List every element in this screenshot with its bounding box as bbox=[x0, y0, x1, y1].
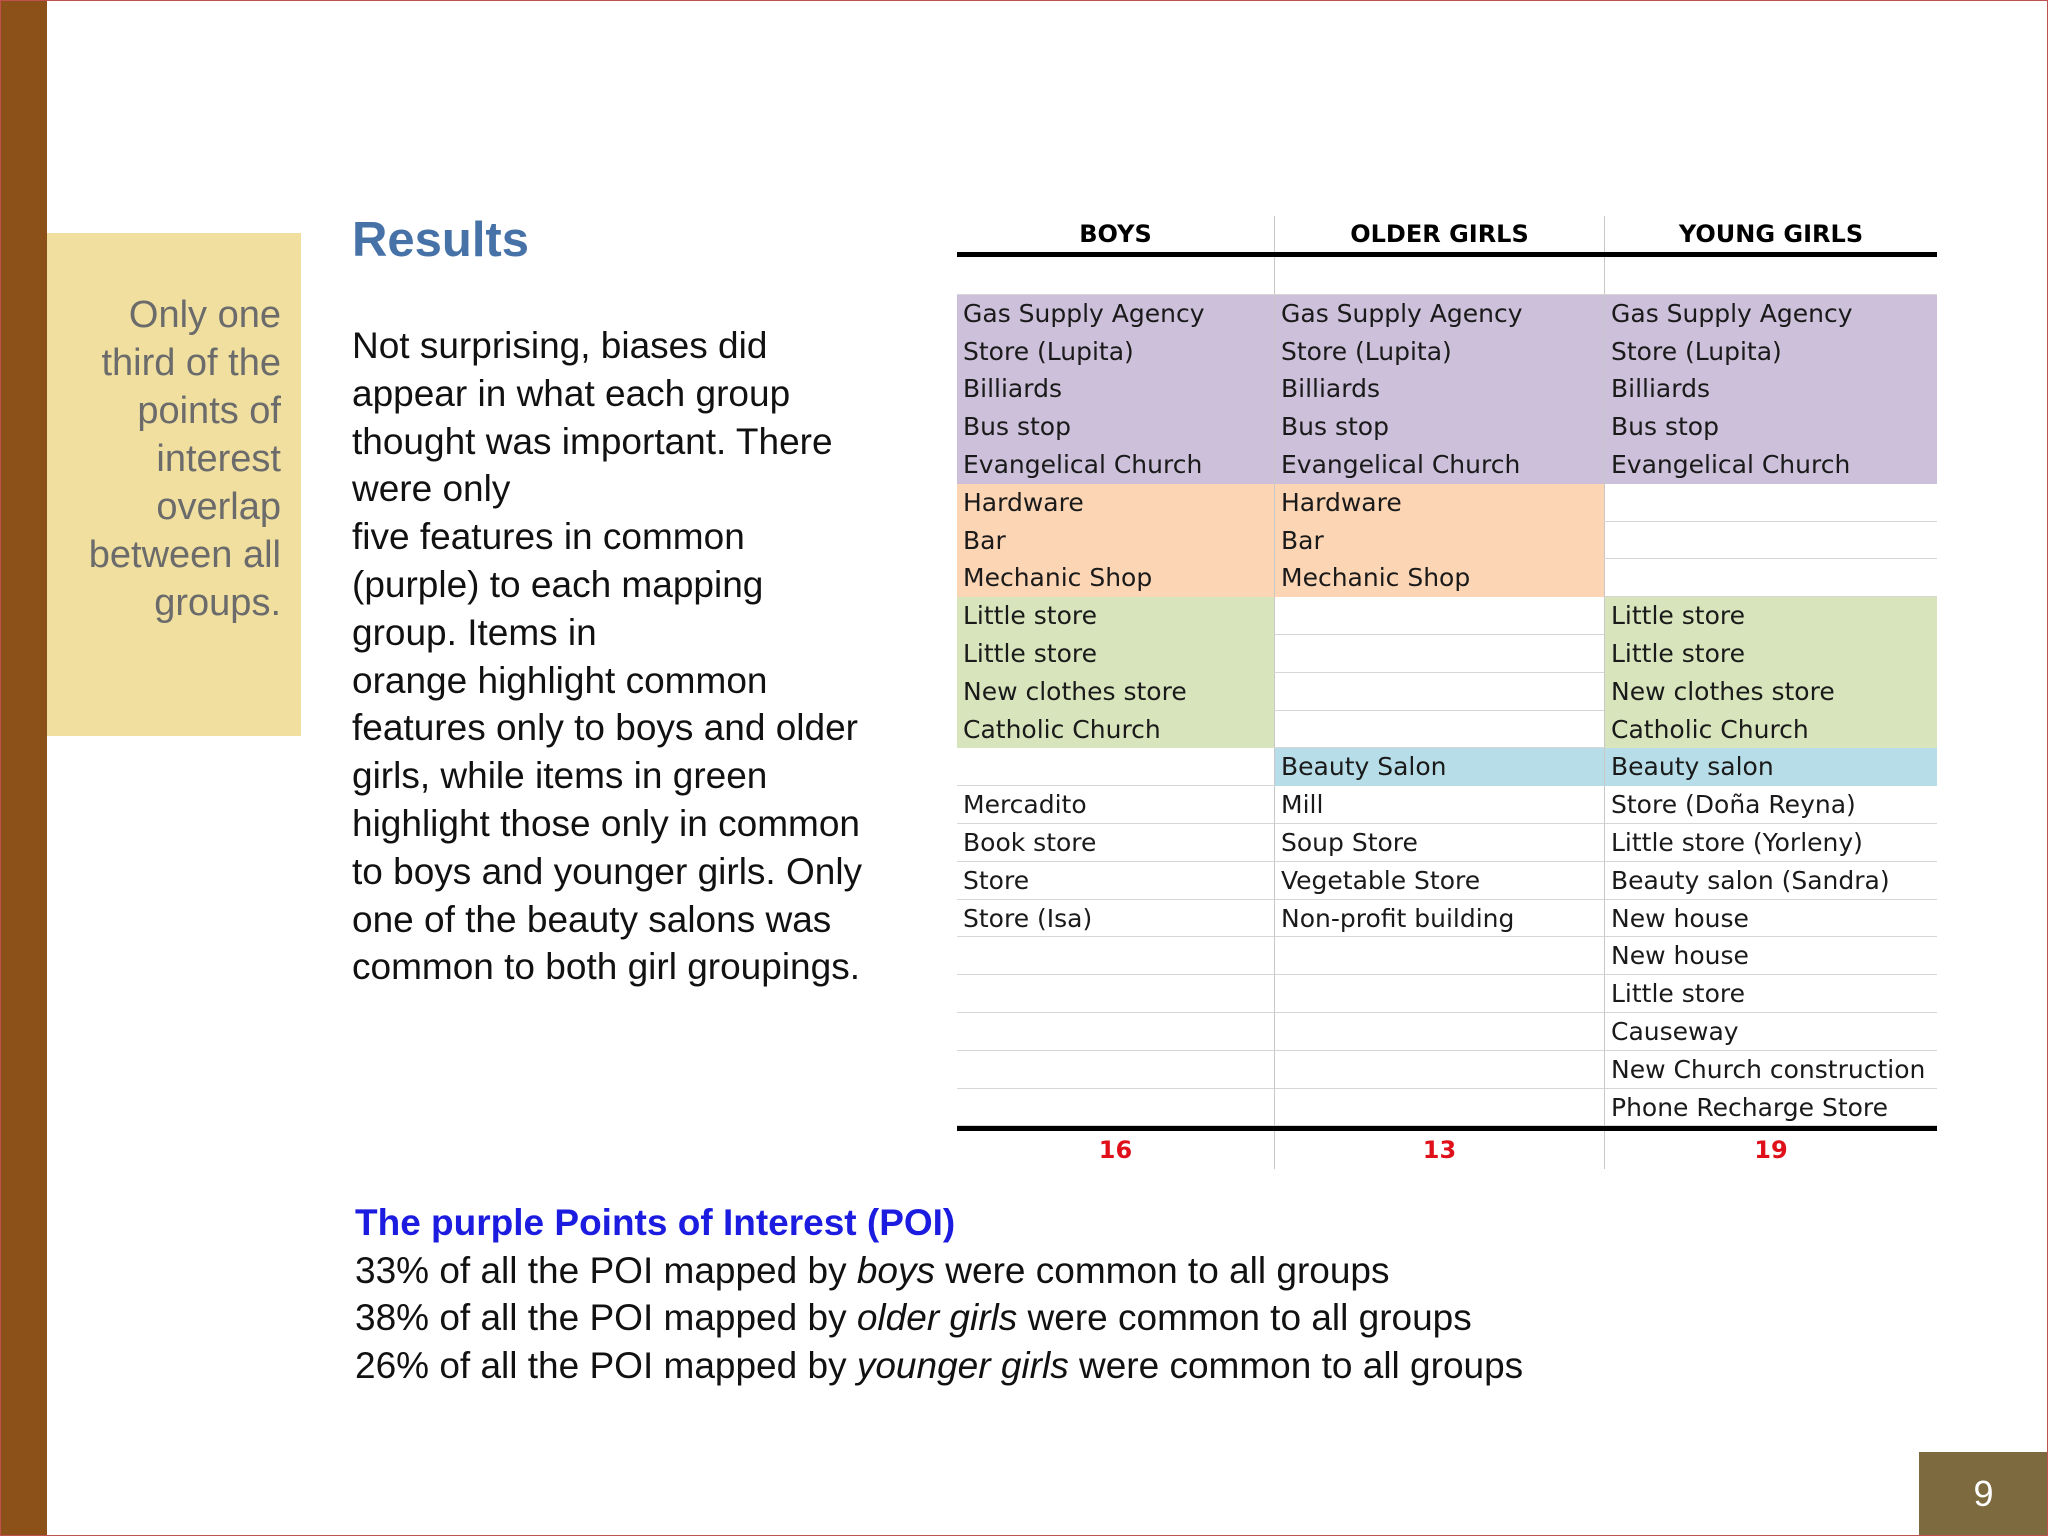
callout-line: third of the bbox=[101, 342, 281, 384]
table-row bbox=[957, 522, 1937, 560]
table-cell bbox=[1275, 635, 1605, 673]
table-row bbox=[957, 711, 1937, 749]
body-line: one of the beauty salons was bbox=[352, 898, 832, 940]
table-cell: New Church construction bbox=[1605, 1051, 1937, 1089]
poi-line-prefix: 38% of all the POI mapped by bbox=[355, 1297, 857, 1338]
body-line: to boys and younger girls. Only bbox=[352, 850, 863, 892]
table-cell: Mill bbox=[1275, 786, 1605, 824]
body-line: highlight those only in common bbox=[352, 802, 861, 844]
table-cell bbox=[957, 1051, 1275, 1089]
table-cell: New house bbox=[1605, 900, 1937, 938]
table-cell bbox=[1275, 1089, 1605, 1127]
table-cell bbox=[1275, 937, 1605, 975]
poi-summary-line bbox=[355, 1247, 1523, 1295]
table-totals-row bbox=[957, 1126, 1937, 1169]
table-cell bbox=[1275, 975, 1605, 1013]
table-cell: Little store bbox=[957, 635, 1275, 673]
table-cell: Little store bbox=[1605, 975, 1937, 1013]
poi-line-suffix: were common to all groups bbox=[1068, 1344, 1524, 1386]
poi-line-group: older girls bbox=[856, 1297, 1018, 1338]
table-cell bbox=[1605, 484, 1937, 522]
left-accent-bar bbox=[0, 0, 47, 1536]
poi-comparison-table bbox=[957, 216, 1937, 1169]
table-row bbox=[957, 333, 1937, 371]
header-boys: BOYS bbox=[957, 216, 1275, 252]
table-cell: Store (Lupita) bbox=[957, 333, 1275, 371]
table-cell bbox=[1275, 597, 1605, 635]
table-cell: New clothes store bbox=[1605, 673, 1937, 711]
table-cell: Evangelical Church bbox=[1605, 446, 1937, 484]
table-row bbox=[957, 937, 1937, 975]
table-cell: Beauty Salon bbox=[1275, 748, 1605, 786]
table-row bbox=[957, 257, 1937, 295]
table-cell: New clothes store bbox=[957, 673, 1275, 711]
table-cell: Little store bbox=[957, 597, 1275, 635]
table-cell bbox=[1275, 673, 1605, 711]
poi-line-prefix: 33% of all the POI mapped by bbox=[355, 1249, 857, 1291]
header-older-girls: OLDER GIRLS bbox=[1275, 216, 1605, 252]
table-row bbox=[957, 900, 1937, 938]
body-line: Not surprising, biases did bbox=[352, 325, 768, 366]
slide-title: Results bbox=[352, 213, 530, 267]
table-cell bbox=[957, 748, 1275, 786]
table-cell: Non-profit building bbox=[1275, 900, 1605, 938]
table-row bbox=[957, 635, 1937, 673]
table-row bbox=[957, 824, 1937, 862]
table-cell: Gas Supply Agency bbox=[957, 295, 1275, 333]
table-cell: Evangelical Church bbox=[1275, 446, 1605, 484]
table-cell: Soup Store bbox=[1275, 824, 1605, 862]
table-row bbox=[957, 786, 1937, 824]
table-cell: Bus stop bbox=[1275, 408, 1605, 446]
callout-line: between all bbox=[88, 534, 281, 576]
table-cell: Causeway bbox=[1605, 1013, 1937, 1051]
body-line: girls, while items in green bbox=[352, 755, 768, 797]
body-line: orange highlight common bbox=[352, 659, 768, 701]
body-line: group. Items in bbox=[352, 611, 597, 653]
poi-summary bbox=[355, 1199, 1523, 1389]
table-cell bbox=[1605, 257, 1937, 295]
table-cell bbox=[1605, 522, 1937, 560]
table-cell: Store (Lupita) bbox=[1605, 333, 1937, 371]
table-cell: Phone Recharge Store bbox=[1605, 1089, 1937, 1127]
table-cell: Mercadito bbox=[957, 786, 1275, 824]
body-paragraph bbox=[352, 322, 912, 991]
table-cell: Hardware bbox=[1275, 484, 1605, 522]
table-cell: Bar bbox=[1275, 522, 1605, 560]
table-cell bbox=[1275, 711, 1605, 749]
table-cell bbox=[957, 937, 1275, 975]
table-cell: Catholic Church bbox=[957, 711, 1275, 749]
table-row bbox=[957, 446, 1937, 484]
body-line: five features in common bbox=[352, 516, 745, 558]
table-cell bbox=[957, 975, 1275, 1013]
table-row bbox=[957, 1013, 1937, 1051]
table-cell: Beauty salon bbox=[1605, 748, 1937, 786]
table-cell bbox=[1275, 257, 1605, 295]
table-header-row bbox=[957, 216, 1937, 257]
table-cell: Evangelical Church bbox=[957, 446, 1275, 484]
table-cell: Billiards bbox=[1605, 370, 1937, 408]
table-cell bbox=[957, 257, 1275, 295]
poi-line-suffix: were common to all groups bbox=[935, 1249, 1390, 1291]
callout-text bbox=[51, 291, 281, 627]
callout-line: groups. bbox=[154, 582, 281, 624]
table-cell: Mechanic Shop bbox=[1275, 559, 1605, 597]
table-cell: Vegetable Store bbox=[1275, 862, 1605, 900]
body-line: (purple) to each mapping bbox=[352, 563, 764, 605]
body-line: common to both girl groupings. bbox=[352, 946, 860, 988]
table-cell bbox=[1275, 1051, 1605, 1089]
table-row bbox=[957, 408, 1937, 446]
table-row bbox=[957, 295, 1937, 333]
table-row bbox=[957, 1089, 1937, 1127]
callout-line: points of bbox=[137, 390, 281, 432]
callout-line: overlap bbox=[156, 486, 281, 528]
table-cell: Gas Supply Agency bbox=[1275, 295, 1605, 333]
table-cell: Mechanic Shop bbox=[957, 559, 1275, 597]
table-cell: Store (Isa) bbox=[957, 900, 1275, 938]
table-cell: Store (Doña Reyna) bbox=[1605, 786, 1937, 824]
table-row bbox=[957, 370, 1937, 408]
body-line: appear in what each group bbox=[352, 372, 791, 414]
table-cell: New house bbox=[1605, 937, 1937, 975]
poi-line-group: younger girls bbox=[856, 1344, 1069, 1386]
total-young-girls: 19 bbox=[1754, 1136, 1788, 1165]
callout-box bbox=[47, 233, 301, 736]
body-line: thought was important. There bbox=[352, 420, 833, 462]
table-cell: Store bbox=[957, 862, 1275, 900]
table-cell: Catholic Church bbox=[1605, 711, 1937, 749]
page-number: 9 bbox=[1919, 1452, 2048, 1536]
table-cell: Billiards bbox=[1275, 370, 1605, 408]
table-cell bbox=[957, 1013, 1275, 1051]
table-cell bbox=[1605, 559, 1937, 597]
header-young-girls: YOUNG GIRLS bbox=[1678, 220, 1864, 248]
table-row bbox=[957, 559, 1937, 597]
table-body bbox=[957, 257, 1937, 1126]
total-older-girls: 13 bbox=[1275, 1131, 1605, 1169]
table-cell: Little store (Yorleny) bbox=[1605, 824, 1937, 862]
poi-line-suffix: were common to all groups bbox=[1017, 1297, 1472, 1338]
body-line: features only to boys and older bbox=[352, 707, 858, 749]
poi-line-prefix: 26% of all the POI mapped by bbox=[355, 1344, 857, 1386]
table-cell bbox=[1275, 1013, 1605, 1051]
table-row bbox=[957, 975, 1937, 1013]
table-cell: Gas Supply Agency bbox=[1605, 295, 1937, 333]
table-cell: Store (Lupita) bbox=[1275, 333, 1605, 371]
table-row bbox=[957, 1051, 1937, 1089]
body-line: were only bbox=[352, 468, 511, 510]
poi-summary-line bbox=[355, 1294, 1523, 1342]
poi-summary-title: The purple Points of Interest (POI) bbox=[355, 1202, 956, 1243]
table-row bbox=[957, 862, 1937, 900]
table-row bbox=[957, 673, 1937, 711]
total-boys: 16 bbox=[957, 1131, 1275, 1169]
table-cell: Bar bbox=[957, 522, 1275, 560]
table-cell: Bus stop bbox=[957, 408, 1275, 446]
table-cell: Little store bbox=[1605, 635, 1937, 673]
table-cell: Beauty salon (Sandra) bbox=[1605, 862, 1937, 900]
callout-line: Only one bbox=[128, 294, 281, 336]
table-cell: Book store bbox=[957, 824, 1275, 862]
poi-line-group: boys bbox=[856, 1249, 936, 1291]
table-cell: Billiards bbox=[957, 370, 1275, 408]
table-cell bbox=[957, 1089, 1275, 1127]
poi-summary-line bbox=[355, 1342, 1523, 1390]
table-cell: Bus stop bbox=[1605, 408, 1937, 446]
table-cell: Little store bbox=[1605, 597, 1937, 635]
table-row bbox=[957, 748, 1937, 786]
callout-line: interest bbox=[156, 438, 281, 480]
table-cell: Hardware bbox=[957, 484, 1275, 522]
table-row bbox=[957, 597, 1937, 635]
table-row bbox=[957, 484, 1937, 522]
